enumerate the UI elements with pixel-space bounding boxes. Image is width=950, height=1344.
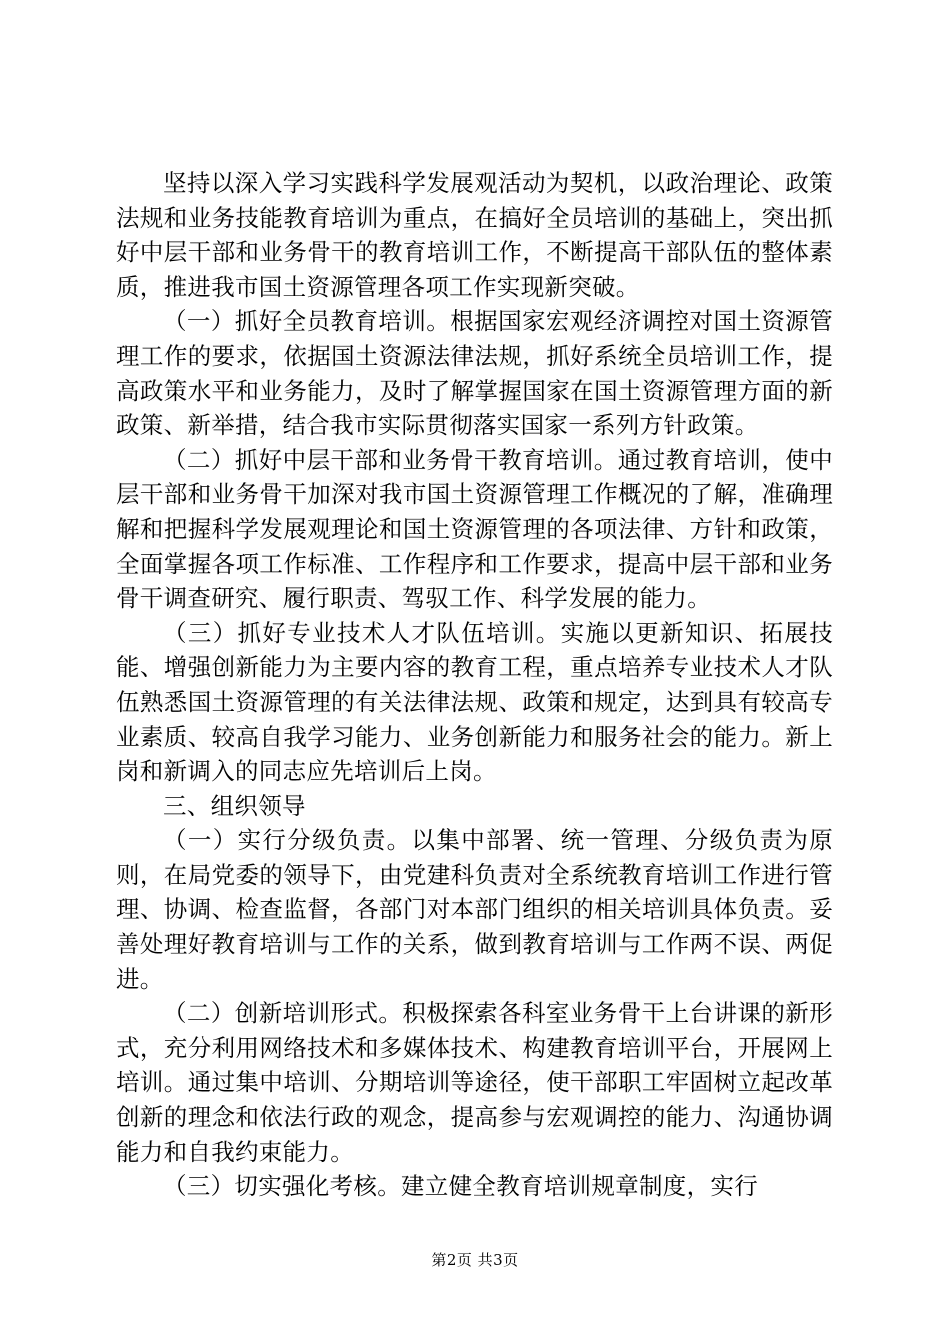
document-body (116, 166, 833, 1204)
paragraph-section3-item-1: （一）实行分级负责。以集中部署、统一管理、分级负责为原则，在局党委的领导下，由党建科负责对全系统教育培训工作进行管理、协调、检查监督，各部门对本部门组织的相关培训具体负责。妥善处理好教育培训与工作的关系，做到教育培训与工作两不误、两促进。 (116, 826, 833, 993)
paragraph-section3-item-3: （三）切实强化考核。建立健全教育培训规章制度，实行 (163, 1172, 758, 1201)
page-footer: 第2页 共3页 (431, 1251, 519, 1269)
section-heading: 三、组织领导 (163, 791, 306, 820)
paragraph-item-3: （三）抓好专业技术人才队伍培训。实施以更新知识、拓展技能、增强创新能力为主要内容的教育工程，重点培养专业技术人才队伍熟悉国土资源管理的有关法律法规、政策和规定，达到具有较高专业素质、较高自我学习能力、业务创新能力和服务社会的能力。新上岗和新调入的同志应先培训后上岗。 (116, 618, 833, 786)
paragraph-item-1: （一）抓好全员教育培训。根据国家宏观经济调控对国土资源管理工作的要求，依据国土资源法律法规，抓好系统全员培训工作，提高政策水平和业务能力，及时了解掌握国家在国土资源管理方面的新政策、新举措，结合我市实际贯彻落实国家一系列方针政策。 (116, 307, 833, 440)
paragraph-section3-item-2: （二）创新培训形式。积极探索各科室业务骨干上台讲课的新形式，充分利用网络技术和多媒体技术、构建教育培训平台，开展网上培训。通过集中培训、分期培训等途径，使干部职工牢固树立起改革创新的理念和依法行政的观念，提高参与宏观调控的能力、沟通协调能力和自我约束能力。 (116, 999, 833, 1166)
paragraph-intro: 坚持以深入学习实践科学发展观活动为契机，以政治理论、政策法规和业务技能教育培训为重点，在搞好全员培训的基础上，突出抓好中层干部和业务骨干的教育培训工作，不断提高干部队伍的整体素质，推进我市国土资源管理各项工作实现新突破。 (116, 169, 833, 301)
paragraph-item-2: （二）抓好中层干部和业务骨干教育培训。通过教育培训，使中层干部和业务骨干加深对我市国土资源管理工作概况的了解，准确理解和把握科学发展观理论和国土资源管理的各项法律、方针和政策，全面掌握各项工作标准、工作程序和工作要求，提高中层干部和业务骨干调查研究、履行职责、驾驭工作、科学发展的能力。 (116, 445, 833, 613)
